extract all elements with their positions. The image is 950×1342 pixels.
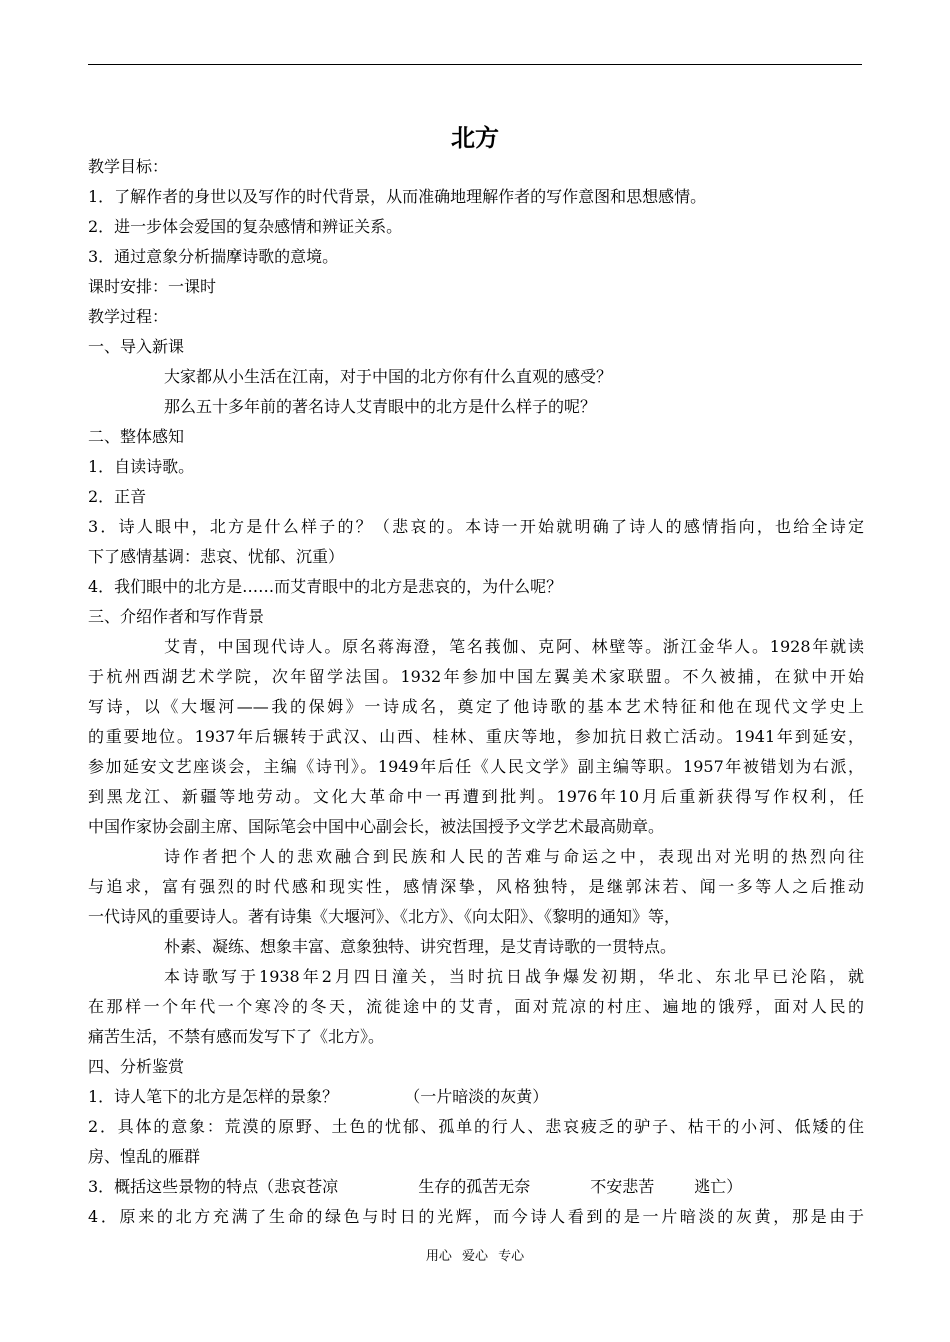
question-text: 3．概括这些景物的特点（悲哀苍凉 xyxy=(88,1177,339,1196)
list-item: 4．我们眼中的北方是……而艾青眼中的北方是悲哀的，为什么呢？ xyxy=(88,577,563,596)
list-item: 3．诗人眼中，北方是什么样子的？（悲哀的。本诗一开始就明确了诗人的感情指向，也给全诗定 xyxy=(88,517,864,536)
intro-paragraph: 大家都从小生活在江南，对于中国的北方你有什么直观的感受？ xyxy=(164,367,613,386)
page-footer xyxy=(0,1247,950,1267)
objective-item: 3．通过意象分析揣摩诗歌的意境。 xyxy=(88,247,339,266)
objective-item: 2．进一步体会爱国的复杂感情和辨证关系。 xyxy=(88,217,403,236)
question-line xyxy=(88,1172,864,1202)
style-line: 与追求，富有强烈的时代感和现实性，感情深挚，风格独特，是继郭沫若、闻一多等人之后推动 xyxy=(88,877,864,896)
bio-line: 参加延安文艺座谈会，主编《诗刊》。1949年后任《人民文学》副主编等职。1957年被错划为右派， xyxy=(88,757,864,776)
answer-text: 逃亡） xyxy=(694,1177,743,1196)
features-line: 朴素、凝练、想象丰富、意象独特、讲究哲理，是艾青诗歌的一贯特点。 xyxy=(164,937,677,956)
question-text: 1．诗人笔下的北方是怎样的景象？ xyxy=(88,1087,339,1106)
bio-line: 到黑龙江、新疆等地劳动。文化大革命中一再遭到批判。1976年10月后重新获得写作权利，任 xyxy=(88,787,864,806)
bio-line: 艾青，中国现代诗人。原名蒋海澄，笔名莪伽、克阿、林壁等。浙江金华人。1928年就读 xyxy=(164,637,864,656)
background-line: 本诗歌写于1938年2月四日潼关，当时抗日战争爆发初期，华北、东北早已沦陷，就 xyxy=(164,967,864,986)
objective-item: 1．了解作者的身世以及写作的时代背景，从而准确地理解作者的写作意图和思想感情。 xyxy=(88,187,707,206)
question-line: 2．具体的意象：荒漠的原野、土色的忧郁、孤单的行人、悲哀疲乏的驴子、枯干的小河、低矮的住 xyxy=(88,1117,864,1136)
section-heading: 二、整体感知 xyxy=(88,427,185,446)
bio-line: 的重要地位。1937年后辗转于武汉、山西、桂林、重庆等地，参加抗日救亡活动。1941年到延安， xyxy=(88,727,864,746)
footer-text: 用心 xyxy=(425,1249,452,1264)
footer-text: 专心 xyxy=(498,1249,525,1264)
process-heading: 教学过程： xyxy=(88,307,169,326)
answer-text: 生存的孤苦无奈 xyxy=(418,1177,531,1196)
schedule-line: 课时安排：一课时 xyxy=(88,277,217,296)
section-heading: 一、导入新课 xyxy=(88,337,185,356)
answer-text: 不安悲苦 xyxy=(590,1177,655,1196)
background-line: 痛苦生活，不禁有感而发写下了《北方》。 xyxy=(88,1027,385,1046)
question-line: 4．原来的北方充满了生命的绿色与时日的光辉，而今诗人看到的是一片暗淡的灰黄，那是由于 xyxy=(88,1207,864,1226)
intro-paragraph: 那么五十多年前的著名诗人艾青眼中的北方是什么样子的呢？ xyxy=(164,397,597,416)
header-rule xyxy=(88,64,862,65)
objectives-heading: 教学目标： xyxy=(88,157,169,176)
page-title: 北方 xyxy=(451,124,499,152)
list-item-continued: 下了感情基调：悲哀、忧郁、沉重） xyxy=(88,547,345,566)
background-line: 在那样一个年代一个寒冷的冬天，流徙途中的艾青，面对荒凉的村庄、遍地的饿殍，面对人民的 xyxy=(88,997,864,1016)
footer-text: 爱心 xyxy=(461,1249,488,1264)
style-line: 诗作者把个人的悲欢融合到民族和人民的苦难与命运之中，表现出对光明的热烈向往 xyxy=(164,847,864,866)
question-line xyxy=(88,1082,864,1112)
document-body xyxy=(88,152,864,1232)
section-heading: 四、分析鉴赏 xyxy=(88,1057,185,1076)
list-item: 1．自读诗歌。 xyxy=(88,457,195,476)
question-line-continued: 房、惶乱的雁群 xyxy=(88,1147,201,1166)
style-line: 一代诗风的重要诗人。著有诗集《大堰河》、《北方》、《向太阳》、《黎明的通知》等， xyxy=(88,907,681,926)
bio-line: 写诗，以《大堰河——我的保姆》一诗成名，奠定了他诗歌的基本艺术特征和他在现代文学史上 xyxy=(88,697,864,716)
bio-line: 于杭州西湖艺术学院，次年留学法国。1932年参加中国左翼美术家联盟。不久被捕，在狱中开始 xyxy=(88,667,864,686)
bio-line: 中国作家协会副主席、国际笔会中国中心副会长，被法国授予文学艺术最高勋章。 xyxy=(88,817,665,836)
list-item: 2．正音 xyxy=(88,487,147,506)
answer-text: （一片暗淡的灰黄） xyxy=(404,1087,549,1106)
section-heading: 三、介绍作者和写作背景 xyxy=(88,607,265,626)
